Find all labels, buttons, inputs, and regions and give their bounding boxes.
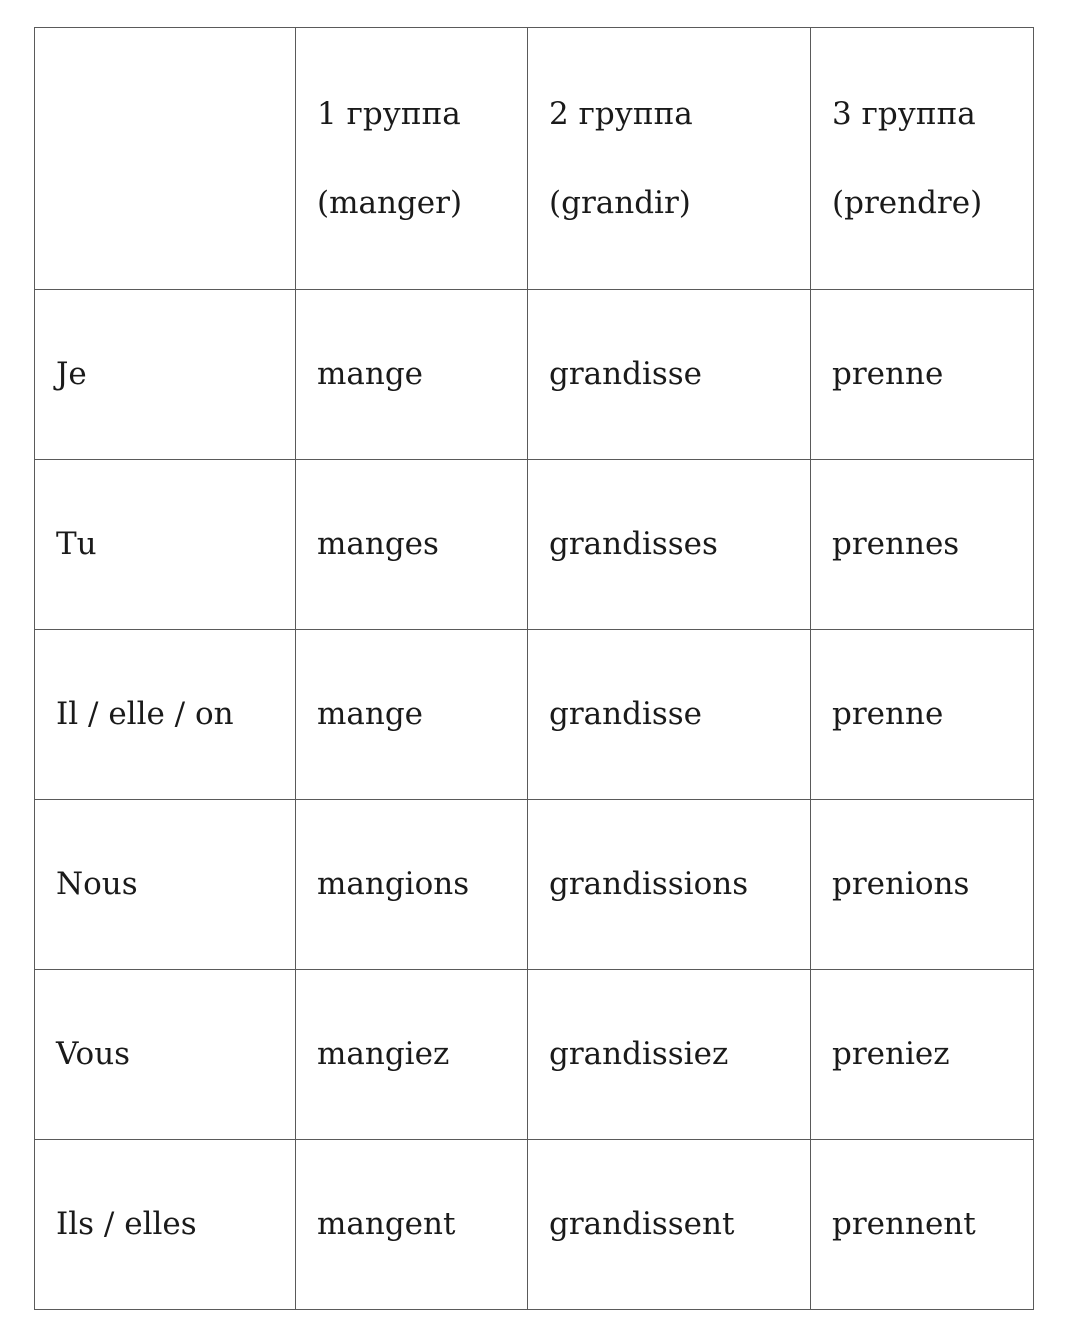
group-2-cell: grandissiez <box>528 970 811 1140</box>
header-group-2-title: 2 группа <box>549 95 693 132</box>
table-row <box>35 970 1034 1140</box>
header-cell-group-2 <box>528 28 811 290</box>
group-2-cell: grandissions <box>528 800 811 970</box>
header-group-2-verb: (grandir) <box>549 184 691 221</box>
pronoun-cell: Il / elle / on <box>35 630 296 800</box>
group-3-cell: prenne <box>811 630 1034 800</box>
table-row <box>35 290 1034 460</box>
group-1-cell: mangent <box>296 1140 528 1310</box>
table-row <box>35 1140 1034 1310</box>
table-row <box>35 800 1034 970</box>
header-cell-empty <box>35 28 296 290</box>
group-3-cell: prenions <box>811 800 1034 970</box>
group-2-cell: grandissent <box>528 1140 811 1310</box>
conjugation-table <box>34 27 1034 1310</box>
header-cell-group-1 <box>296 28 528 290</box>
group-1-cell: mange <box>296 290 528 460</box>
conjugation-table-wrapper <box>34 27 1033 1309</box>
pronoun-cell: Nous <box>35 800 296 970</box>
table-row <box>35 630 1034 800</box>
group-1-cell: mangiez <box>296 970 528 1140</box>
group-3-cell: preniez <box>811 970 1034 1140</box>
group-1-cell: mange <box>296 630 528 800</box>
group-2-cell: grandisses <box>528 460 811 630</box>
header-row <box>35 28 1034 290</box>
group-2-cell: grandisse <box>528 630 811 800</box>
group-2-cell: grandisse <box>528 290 811 460</box>
pronoun-cell: Vous <box>35 970 296 1140</box>
pronoun-cell: Ils / elles <box>35 1140 296 1310</box>
group-3-cell: prenne <box>811 290 1034 460</box>
group-1-cell: manges <box>296 460 528 630</box>
header-cell-group-3 <box>811 28 1034 290</box>
header-group-3-verb: (prendre) <box>832 184 983 221</box>
table-row <box>35 460 1034 630</box>
group-3-cell: prennes <box>811 460 1034 630</box>
header-group-1-title: 1 группа <box>317 95 461 132</box>
header-group-3-title: 3 группа <box>832 95 976 132</box>
group-1-cell: mangions <box>296 800 528 970</box>
header-group-1-verb: (manger) <box>317 184 463 221</box>
pronoun-cell: Je <box>35 290 296 460</box>
group-3-cell: prennent <box>811 1140 1034 1310</box>
pronoun-cell: Tu <box>35 460 296 630</box>
